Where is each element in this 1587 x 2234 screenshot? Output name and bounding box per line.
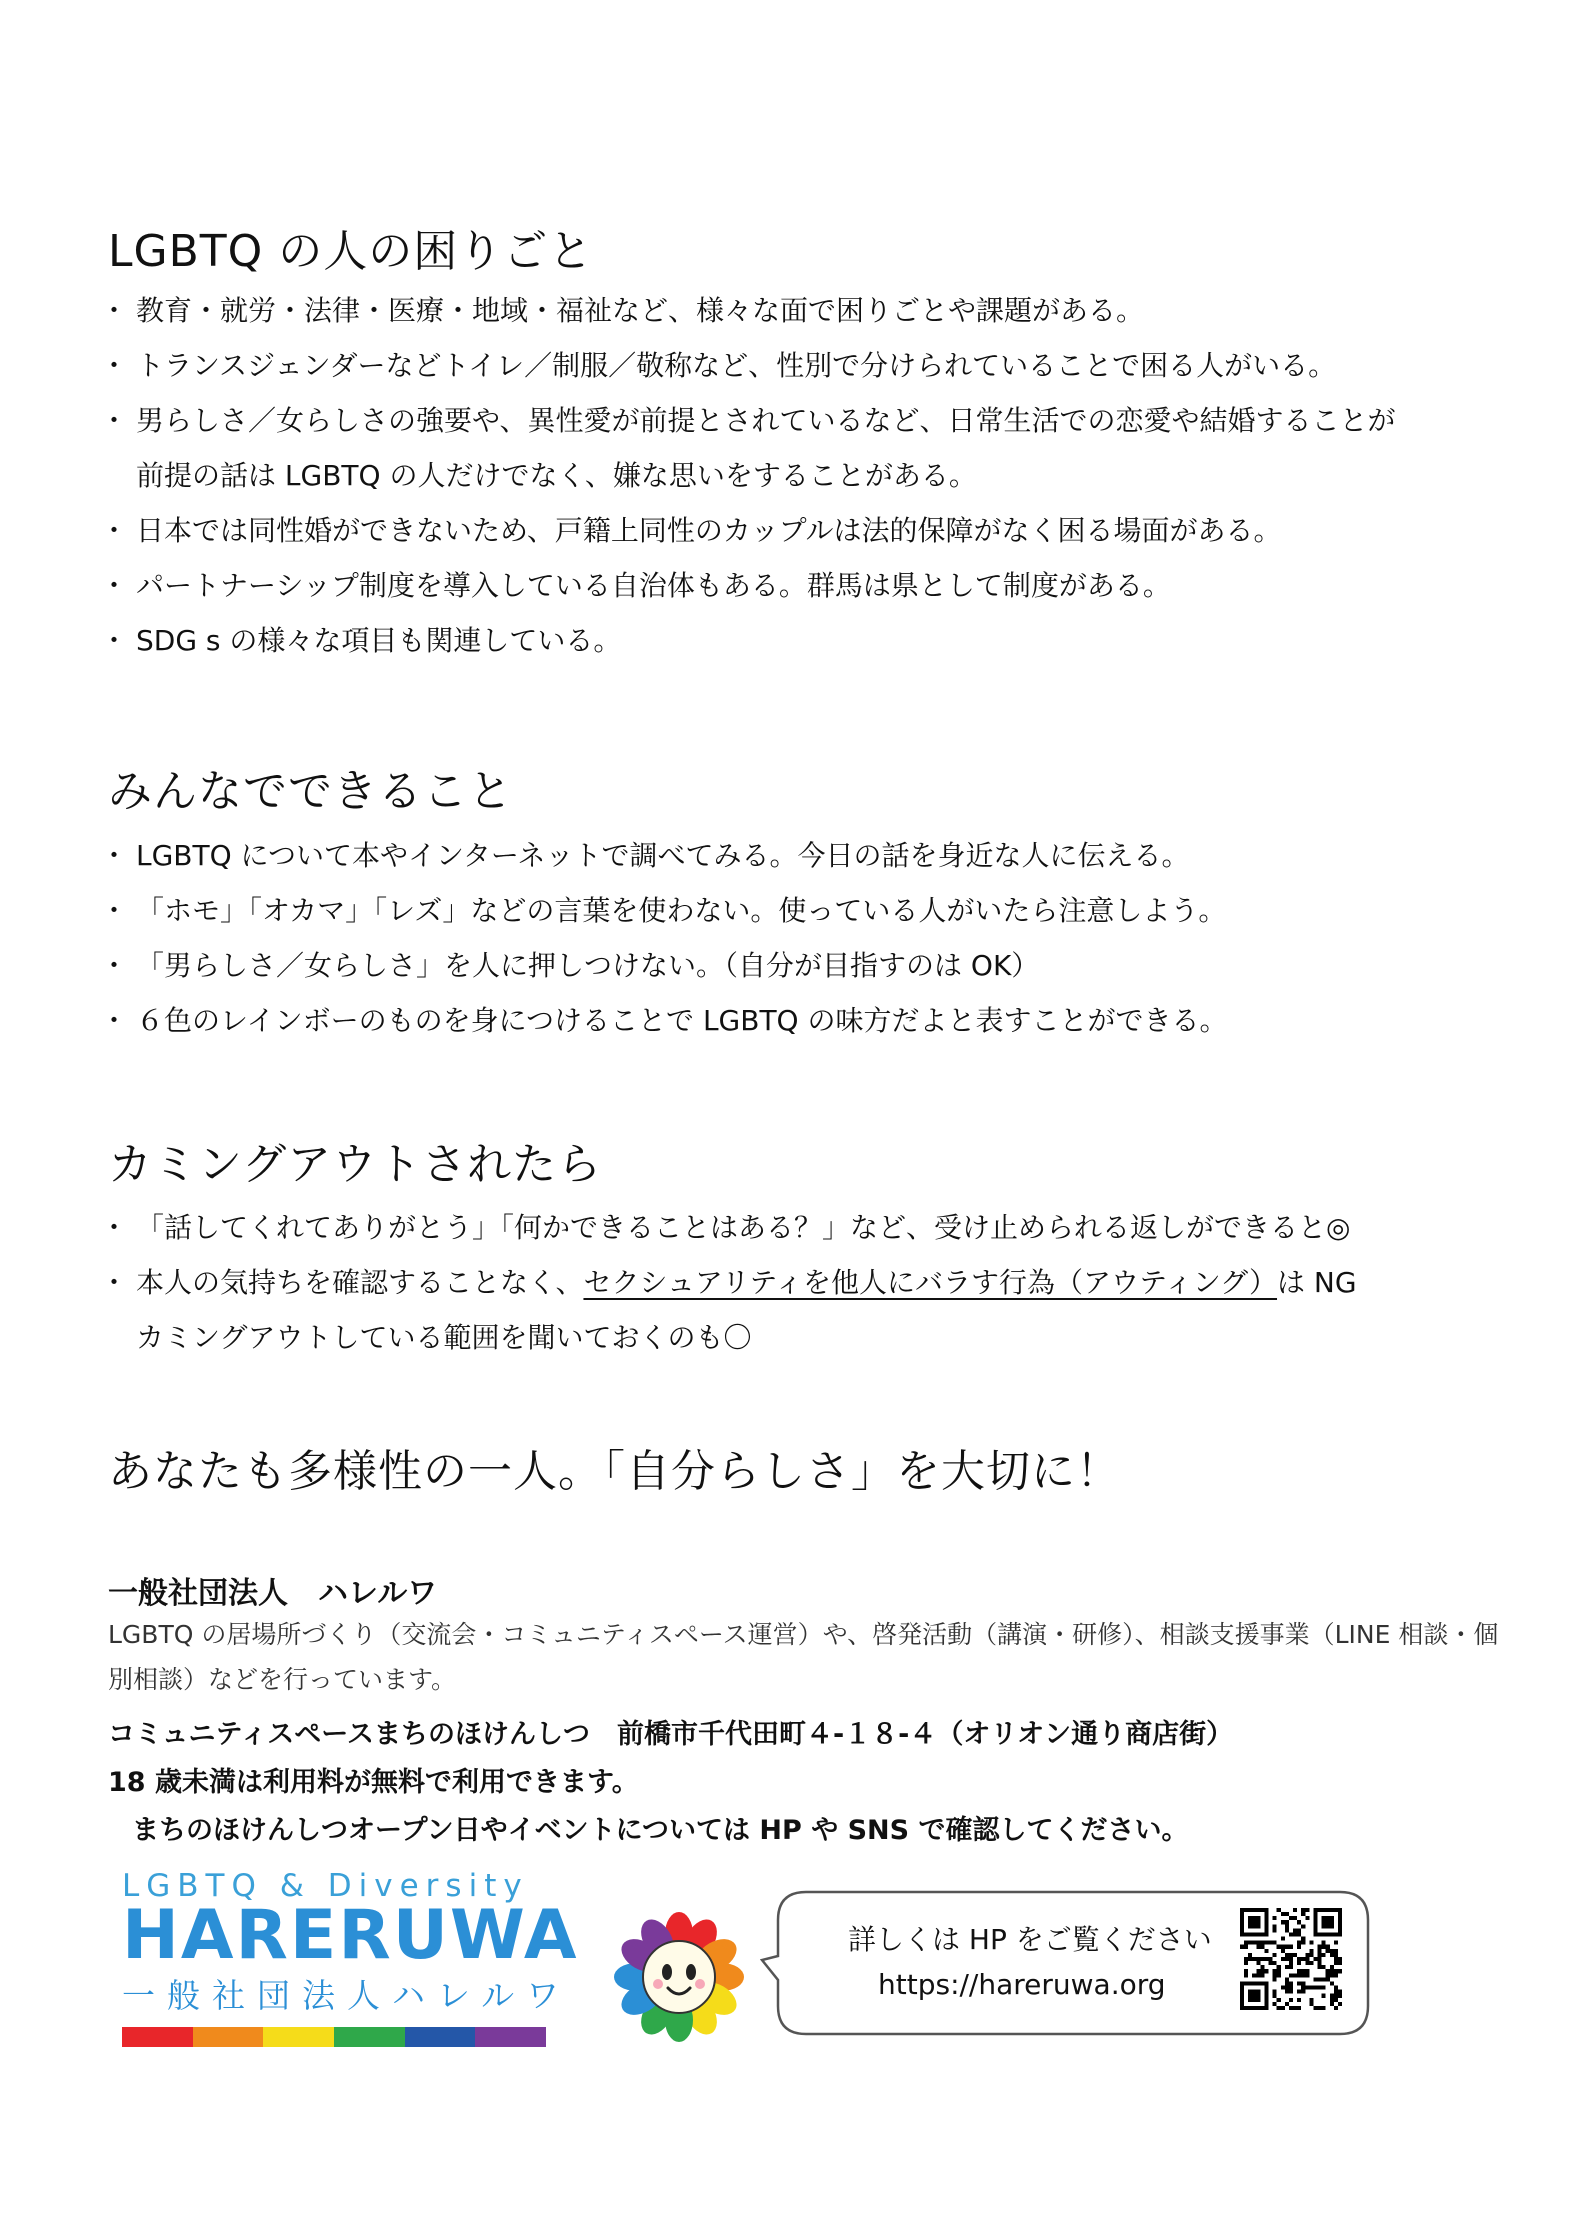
info-note: まちのほけんしつオープン日やイベントについては HP や SNS で確認してください。	[132, 1815, 1189, 1846]
rainbow-stripe	[334, 2027, 405, 2047]
rainbow-stripe	[122, 2027, 193, 2047]
rainbow-stripe	[263, 2027, 334, 2047]
qr-code-icon[interactable]	[1240, 1908, 1342, 2010]
rainbow-stripe	[405, 2027, 476, 2047]
hareruwa-logo	[122, 1868, 579, 2047]
logo-tagline: LGBTQ & Diversity	[122, 1868, 529, 1904]
troubles-list	[108, 283, 1508, 668]
list-item: ・ SDG s の様々な項目も関連している。	[108, 613, 1508, 668]
list-item: ・ 教育・就労・法律・医療・地域・福祉など、様々な面で困りごとや課題がある。	[108, 283, 1508, 338]
list-item: ・ ６色のレインボーのものを身につけることで LGBTQ の味方だよと表すことができる。	[108, 993, 1508, 1048]
list-item: ・ 日本では同性婚ができないため、戸籍上同性のカップルは法的保障がなく困る場面がある。	[108, 503, 1508, 558]
outing-text-pre: 本人の気持ちを確認することなく、	[136, 1266, 584, 1299]
outing-text-post: は NG	[1277, 1266, 1357, 1299]
contact-text: 詳しくは HP をご覧ください	[848, 1923, 1212, 1956]
org-name: 一般社団法人 ハレルワ	[108, 1576, 438, 1611]
coming-out-list	[108, 1200, 1508, 1365]
section-title-what-we-can-do: みんなでできること	[108, 766, 513, 817]
list-item: ・ 男らしさ／女らしさの強要や、異性愛が前提とされているなど、日常生活での恋愛や結婚することが	[108, 393, 1508, 448]
list-item: ・ トランスジェンダーなどトイレ／制服／敬称など、性別で分けられていることで困る人がいる。	[108, 338, 1508, 393]
can-do-list	[108, 828, 1508, 1048]
slogan: あなたも多様性の一人。「自分らしさ」を大切に！	[108, 1446, 1121, 1497]
community-space-address: コミュニティスペースまちのほけんしつ 前橋市千代田町４-１８-４（オリオン通り商店街）	[108, 1719, 1234, 1750]
mascot-icon	[614, 1912, 744, 2042]
list-item-continuation: カミングアウトしている範囲を聞いておくのも〇	[136, 1321, 752, 1354]
rainbow-stripe	[193, 2027, 264, 2047]
org-description: LGBTQ の居場所づくり（交流会・コミュニティスペース運営）や、啓発活動（講演・研修）、相談支援事業（LINE 相談・個別相談）などを行っています。	[108, 1620, 1499, 1694]
list-item: ・ パートナーシップ制度を導入している自治体もある。群馬は県として制度がある。	[108, 558, 1508, 613]
rainbow-stripe	[475, 2027, 546, 2047]
list-item-continuation: 前提の話は LGBTQ の人だけでなく、嫌な思いをすることがある。	[136, 459, 977, 492]
list-item: ・ 「男らしさ／女らしさ」を人に押しつけない。（自分が目指すのは OK）	[108, 938, 1508, 993]
rainbow-bar	[122, 2027, 546, 2047]
section-title-coming-out: カミングアウトされたら	[108, 1139, 603, 1190]
section-title-troubles: LGBTQ の人の困りごと	[108, 226, 594, 277]
website-link[interactable]: https://hareruwa.org	[878, 1968, 1166, 2001]
list-item: ・ 「ホモ」「オカマ」「レズ」などの言葉を使わない。使っている人がいたら注意しよう。	[108, 883, 1508, 938]
logo-japanese-name: 一般社団法人ハレルワ	[122, 1976, 572, 2015]
free-use-note: 18 歳未満は利用料が無料で利用できます。	[108, 1767, 639, 1798]
outing-underlined-text: セクシュアリティを他人にバラす行為（アウティング）	[583, 1266, 1278, 1299]
logo-wordmark: HARERUWA	[122, 1896, 579, 1975]
list-item: ・ 「話してくれてありがとう」「何かできることはある？」など、受け止められる返しができると◎	[108, 1200, 1508, 1255]
list-item: ・ LGBTQ について本やインターネットで調べてみる。今日の話を身近な人に伝える。	[108, 828, 1508, 883]
list-item	[108, 1255, 1508, 1310]
